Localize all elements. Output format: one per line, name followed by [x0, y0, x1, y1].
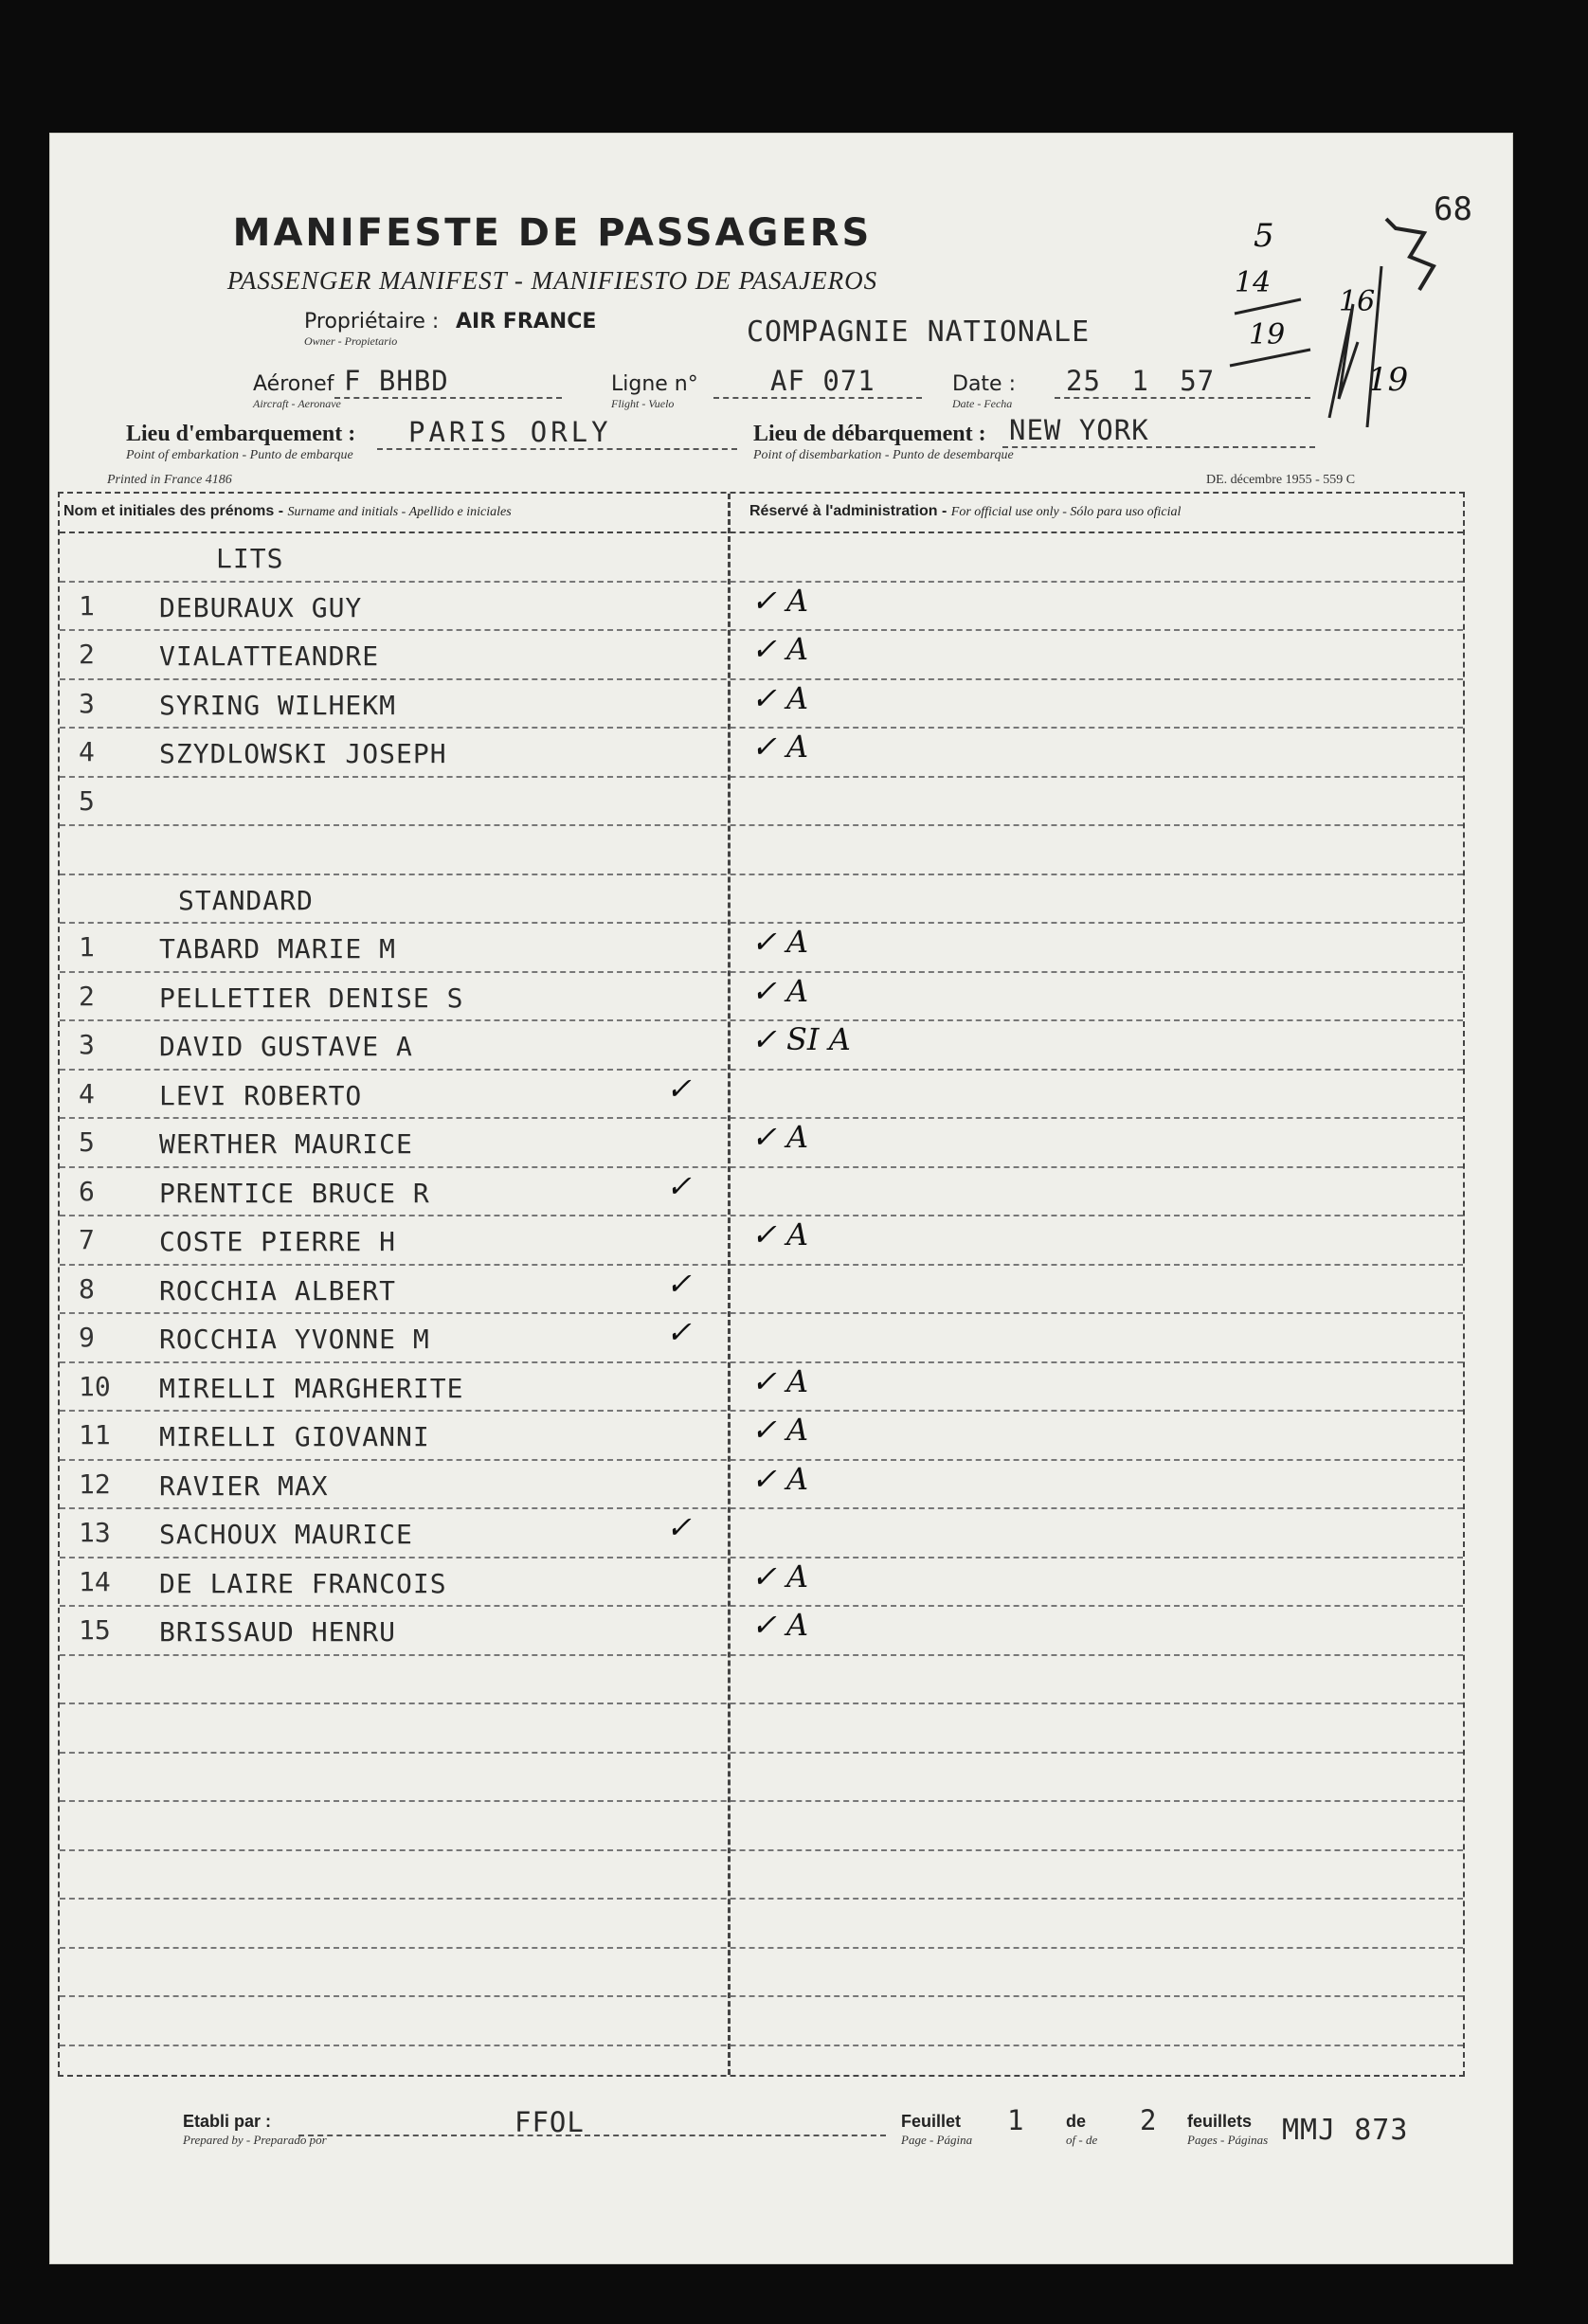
passenger-name: SYRING WILHEKM [159, 689, 397, 721]
row-number: 7 [79, 1224, 95, 1255]
admin-mark: ✓ SI A [751, 1021, 851, 1057]
section-heading: LITS [216, 543, 284, 574]
handwritten-19b: 19 [1367, 361, 1409, 399]
admin-mark: ✓ A [751, 631, 809, 667]
admin-mark: ✓ A [751, 1412, 809, 1448]
passenger-name: RAVIER MAX [159, 1469, 329, 1502]
column-divider [728, 494, 731, 2075]
col-header-name: Nom et initiales des prénoms - Surname and initials - Apellido e iniciales [63, 503, 512, 519]
passenger-name: DAVID GUSTAVE A [159, 1031, 413, 1062]
row-rule [60, 1166, 1463, 1168]
row-rule [60, 1995, 1463, 1997]
of-label: de [1066, 2112, 1087, 2131]
handwritten-5: 5 [1254, 217, 1274, 255]
row-rule [60, 1849, 1463, 1851]
admin-mark: ✓ A [751, 1216, 809, 1252]
embarkation-label: Lieu d'embarquement : [126, 422, 356, 446]
printed-note: Printed in France 4186 [107, 473, 232, 487]
passenger-name: TABARD MARIE M [159, 933, 397, 964]
passenger-name: MIRELLI MARGHERITE [159, 1372, 464, 1404]
row-number: 1 [79, 589, 95, 622]
row-number: 10 [79, 1370, 111, 1402]
embarkation-line [377, 448, 737, 450]
manifest-sheet [49, 133, 1513, 2264]
row-rule [60, 1898, 1463, 1900]
passenger-name: SZYDLOWSKI JOSEPH [159, 738, 447, 769]
owner-sublabel: Owner - Propietario [304, 334, 398, 348]
reference-code: MMJ 873 [1282, 2114, 1409, 2147]
aircraft-label: Aéronef [253, 372, 334, 396]
prepared-line [298, 2135, 886, 2136]
table-header [60, 494, 1463, 533]
handwritten-14: 14 [1235, 266, 1272, 299]
row-number: 3 [79, 687, 95, 719]
debarkation-sublabel: Point of disembarkation - Punto de desembarque [753, 448, 1014, 462]
row-number: 1 [79, 931, 95, 963]
row-number: 8 [79, 1272, 95, 1305]
left-check-mark: ✓ [666, 1314, 692, 1350]
row-number: 12 [79, 1468, 111, 1500]
prepared-sublabel: Prepared by - Preparado por [183, 2133, 327, 2147]
left-check-mark: ✓ [666, 1167, 692, 1204]
passenger-name: BRISSAUD HENRU [159, 1616, 397, 1648]
passenger-name: PELLETIER DENISE S [159, 982, 464, 1014]
passenger-name: LEVI ROBERTO [159, 1079, 363, 1111]
row-rule [60, 1069, 1463, 1071]
row-rule [60, 1264, 1463, 1266]
row-rule [60, 874, 1463, 875]
admin-mark: ✓ A [751, 1362, 809, 1399]
row-number: 2 [79, 639, 95, 670]
embarkation-sublabel: Point of embarkation - Punto de embarque [126, 448, 353, 462]
handwritten-19: 19 [1249, 318, 1286, 351]
passenger-name: DEBURAUX GUY [159, 591, 363, 623]
row-number: 4 [79, 1077, 95, 1109]
document-title: MANIFESTE DE PASSAGERS [232, 211, 873, 255]
admin-mark: ✓ A [751, 1460, 809, 1497]
debarkation-label: Lieu de débarquement : [753, 422, 986, 446]
sheets-label: feuillets [1187, 2112, 1253, 2131]
passenger-table [58, 492, 1465, 2077]
passenger-name: MIRELLI GIOVANNI [159, 1421, 430, 1452]
row-number: 5 [79, 1126, 95, 1158]
row-rule [60, 1752, 1463, 1754]
left-check-mark: ✓ [666, 1509, 692, 1545]
admin-mark: ✓ A [751, 1558, 809, 1594]
row-rule [60, 1947, 1463, 1949]
row-number: 2 [79, 980, 95, 1012]
row-number: 3 [79, 1029, 95, 1060]
prepared-value: FFOL [514, 2106, 585, 2138]
passenger-name: VIALATTEANDRE [159, 640, 380, 672]
aircraft-line [334, 397, 562, 399]
admin-mark: ✓ A [751, 729, 809, 765]
handwritten-strokes [1197, 209, 1462, 427]
passenger-name: PRENTICE BRUCE R [159, 1177, 430, 1209]
sheet-value: 1 [1007, 2104, 1025, 2136]
left-check-mark: ✓ [666, 1265, 692, 1302]
row-rule [60, 1702, 1463, 1704]
admin-mark: ✓ A [751, 924, 809, 960]
document-subtitle: PASSENGER MANIFEST - MANIFIESTO DE PASAJEROS [226, 266, 878, 295]
admin-mark: ✓ A [751, 972, 809, 1009]
passenger-name: SACHOUX MAURICE [159, 1519, 413, 1550]
page-number: 68 [1434, 190, 1472, 228]
row-rule [60, 776, 1463, 778]
prepared-label: Etabli par : [183, 2112, 272, 2131]
left-check-mark: ✓ [666, 1070, 692, 1107]
flight-line [713, 397, 922, 399]
embarkation-value: PARIS ORLY [408, 416, 612, 448]
row-number: 14 [79, 1565, 111, 1597]
row-rule [60, 1800, 1463, 1802]
row-rule [60, 1654, 1463, 1656]
date-line [1055, 397, 1310, 399]
flight-label: Ligne n° [611, 372, 698, 396]
col-header-admin: Réservé à l'administration - For official use only - Sólo para uso oficial [749, 503, 1182, 519]
aircraft-value: F BHBD [344, 365, 449, 397]
owner-label: Propriétaire : [304, 310, 440, 333]
row-rule [60, 1507, 1463, 1509]
company-name: COMPAGNIE NATIONALE [747, 315, 1091, 349]
admin-mark: ✓ A [751, 1119, 809, 1155]
row-number: 5 [79, 784, 95, 817]
sheet-sublabel: Page - Página [901, 2133, 973, 2147]
admin-mark: ✓ A [751, 679, 809, 716]
date-value: 25 1 57 [1066, 365, 1216, 397]
passenger-name: COSTE PIERRE H [159, 1226, 397, 1257]
passenger-name: ROCCHIA YVONNE M [159, 1324, 430, 1355]
debarkation-line [1002, 446, 1315, 448]
admin-mark: ✓ A [751, 1607, 809, 1643]
row-rule [60, 824, 1463, 826]
row-rule [60, 1312, 1463, 1314]
section-heading: STANDARD [178, 884, 314, 916]
owner-value: AIR FRANCE [456, 310, 597, 333]
passenger-name: ROCCHIA ALBERT [159, 1274, 397, 1306]
row-number: 6 [79, 1175, 95, 1207]
date-sublabel: Date - Fecha [952, 397, 1013, 410]
sheets-sublabel: Pages - Páginas [1187, 2133, 1269, 2147]
row-number: 9 [79, 1322, 95, 1353]
aircraft-sublabel: Aircraft - Aeronave [253, 397, 341, 410]
row-rule [60, 2045, 1463, 2046]
total-value: 2 [1140, 2104, 1158, 2136]
passenger-name: WERTHER MAURICE [159, 1128, 413, 1160]
row-number: 15 [79, 1614, 111, 1646]
debarkation-value: NEW YORK [1009, 414, 1149, 446]
row-number: 4 [79, 736, 95, 767]
date-label: Date : [952, 372, 1016, 396]
sheet-label: Feuillet [901, 2112, 962, 2131]
admin-mark: ✓ A [751, 582, 809, 619]
row-number: 13 [79, 1517, 111, 1548]
passenger-name: DE LAIRE FRANCOIS [159, 1567, 447, 1599]
flight-sublabel: Flight - Vuelo [611, 397, 675, 410]
row-number: 11 [79, 1419, 111, 1450]
handwritten-16: 16 [1339, 285, 1376, 318]
flight-value: AF 071 [770, 365, 875, 397]
form-code: DE. décembre 1955 - 559 C [1206, 473, 1356, 487]
of-sublabel: of - de [1066, 2133, 1098, 2147]
